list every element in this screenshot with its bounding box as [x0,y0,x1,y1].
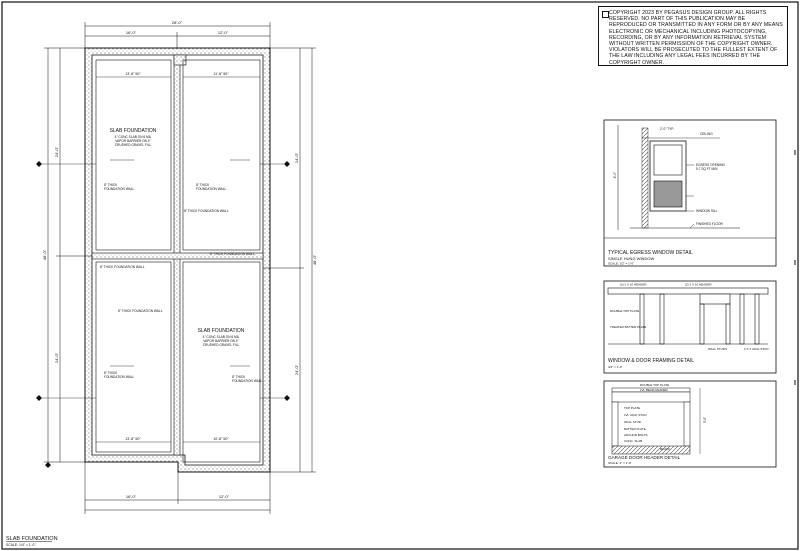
egress-opening: EGRESS OPENING [696,163,725,167]
dim-right-overall: 48'-0" [312,254,317,266]
slab-label-line3: VAPOR BARRIER ON 4" [203,339,239,343]
egress-leaders [686,165,694,228]
wall-note: FOUNDATION WALL [104,187,135,191]
garage-jack-stud [684,402,690,446]
garage-wall-stud: WALL STUD [624,420,641,424]
wall-note: FOUNDATION WALL [104,375,135,379]
slab-label-line4: CRUSHED GRAVEL FILL [202,343,240,347]
framing-jack: 2 X 4 JACK STUD [744,347,769,351]
slab-label-line2: 4" CONC SLAB ON 6 MIL [202,335,240,339]
egress-lower-sash [654,181,682,207]
framing-detail [604,281,776,373]
dim-right-lower: 24'-0" [294,364,299,376]
slab-label-line2: 4" CONC SLAB ON 6 MIL [114,135,152,139]
framing-header-b: (2) 2 X 10 HEADER [685,282,712,287]
garage-block-label: BLOCK [660,447,671,451]
section-marker-icon [36,395,42,401]
garage-conc: CONC. SLAB [624,439,643,443]
garage-title: GARAGE DOOR HEADER DETAIL [608,455,681,460]
slab-label-title: SLAB FOUNDATION [197,328,245,334]
framing-header-a: (2) 2 X 10 HEADER [620,282,647,287]
slab-callout-lower [198,328,245,347]
egress-subtitle: SINGLE HUNG WINDOW [608,256,655,261]
section-marker-icon [284,395,290,401]
framing-studs [640,294,759,344]
garage-jack-stud [612,402,618,446]
wall-note: 8" THICK FOUNDATION WALL [118,309,163,313]
dim-left-upper: 24'-0" [54,146,59,158]
garage-batter: BATTER PLATE [624,427,646,431]
slab-callout-upper [110,128,157,147]
framing-dbl-top: DOUBLE TOP PLATE [610,309,640,313]
framing-wall-studs: WALL STUDS [708,347,727,351]
plan-title: SLAB FOUNDATION [6,536,58,542]
wall-note: 8" THICK [232,375,246,379]
garage-block [612,446,690,454]
framing-treated: TREATED BATTER PLATE [610,325,647,329]
egress-sill: WINDOW SILL [696,209,718,213]
foundation-plan [6,20,317,547]
copyright-text: COPYRIGHT 2023 BY PEGASUS DESIGN GROUP. ALL RIGHTS RESERVED. NO PART OF THIS PUBLICATION MAY BE REPRODUCED OR TRANSMITTED IN ANY FORM OR BY ANY MEANS ELECTRONIC OR MECHANICAL INCLUDING PHOTOCOPYING, RECORDING, OR BY ANY INFORMATION RETRIEVAL SYSTEM WITHOUT WRITTEN PERMISSION OF THE COPYRIGHT OWNER. VIOLATORS WILL BE PROSECUTED TO THE FULLEST EXTENT OF THE LAW INCLUDING ANY LEGAL FEES INCURRED BY THE COPYRIGHT OWNER. [609,10,783,66]
plan-scale: SCALE: 1/4" = 1'-0" [6,543,36,547]
checkbox-icon [602,11,609,18]
section-marker-icon [45,462,51,468]
egress-title: TYPICAL EGRESS WINDOW DETAIL [608,250,693,256]
wall-note: 8" THICK [104,183,118,187]
right-dimensions [263,48,316,472]
dim-room-ur: 11'-8" 50" [213,72,229,76]
framing-scale: 3/4" = 1'-0" [608,365,623,369]
wall-note: FOUNDATION WALL [232,379,263,383]
framing-header [700,294,730,304]
egress-scale: SCALE: 1/2" = 1'-0" [608,261,635,266]
wall-note: 8" THICK FOUNDATION WALL [100,265,145,269]
garage-top-plate-label: TOP PLATE [624,406,641,410]
dim-left-lower: 24'-0" [54,352,59,364]
wall-note: 8" THICK FOUNDATION WALL [210,252,255,256]
dim-bottom-right: 12'-0" [218,494,230,499]
top-dimensions [85,22,270,48]
dim-top-right: 12'-0" [217,30,229,35]
dim-right-upper: 24'-0" [294,152,299,164]
section-marker-icon [284,161,290,167]
egress-window-detail [604,120,776,266]
egress-min-clear: 5.7 SQ FT MIN [696,167,718,171]
dim-bottom-left: 16'-0" [125,494,137,499]
garage-header-detail [604,381,776,467]
egress-height: 4'-0" [613,171,617,179]
slab-label-line4: CRUSHED GRAVEL FILL [114,143,152,147]
wall-note: 8" THICK [104,371,118,375]
copyright-notice [598,6,788,66]
dim-room-ll: 13'-8" 50" [125,437,141,441]
framing-top-plate [608,288,768,294]
section-marker-icon [36,161,42,167]
garage-dim: 3'-0" [703,416,707,424]
slab-label-line3: VAPOR BARRIER ON 4" [115,139,151,143]
wall-note: FOUNDATION WALL [196,187,227,191]
egress-wall [642,128,648,228]
garage-scale: SCALE: 1" = 1'-0" [608,461,632,465]
dim-room-ul: 13'-8" 50" [125,72,141,76]
dim-overall-width: 28'-0" [171,20,183,25]
egress-frame [604,120,776,266]
wall-note: 8" THICK [196,183,210,187]
dim-top-left: 16'-0" [125,30,137,35]
garage-lvl-jack: LVL JACK STUD [624,413,647,417]
slab-label-title: SLAB FOUNDATION [109,128,157,134]
egress-dim-top: 2'-0" TYP. [660,127,674,131]
dim-left-overall: 48'-0" [42,249,47,261]
egress-ceiling: CEILING [700,132,713,136]
garage-lvl-beam [612,392,690,402]
dim-room-lr: 10'-8" 50" [213,437,229,441]
garage-dbl-top: DOUBLE TOP PLATE [640,383,670,387]
egress-floor: FINISHED FLOOR [696,222,723,226]
wall-note: 8" THICK FOUNDATION WALL [184,209,229,213]
garage-anchor: ANCHOR BOLTS [624,433,648,437]
framing-title: WINDOW & DOOR FRAMING DETAIL [608,358,695,364]
garage-lvl: LVL BEAM HEADER [640,388,668,392]
